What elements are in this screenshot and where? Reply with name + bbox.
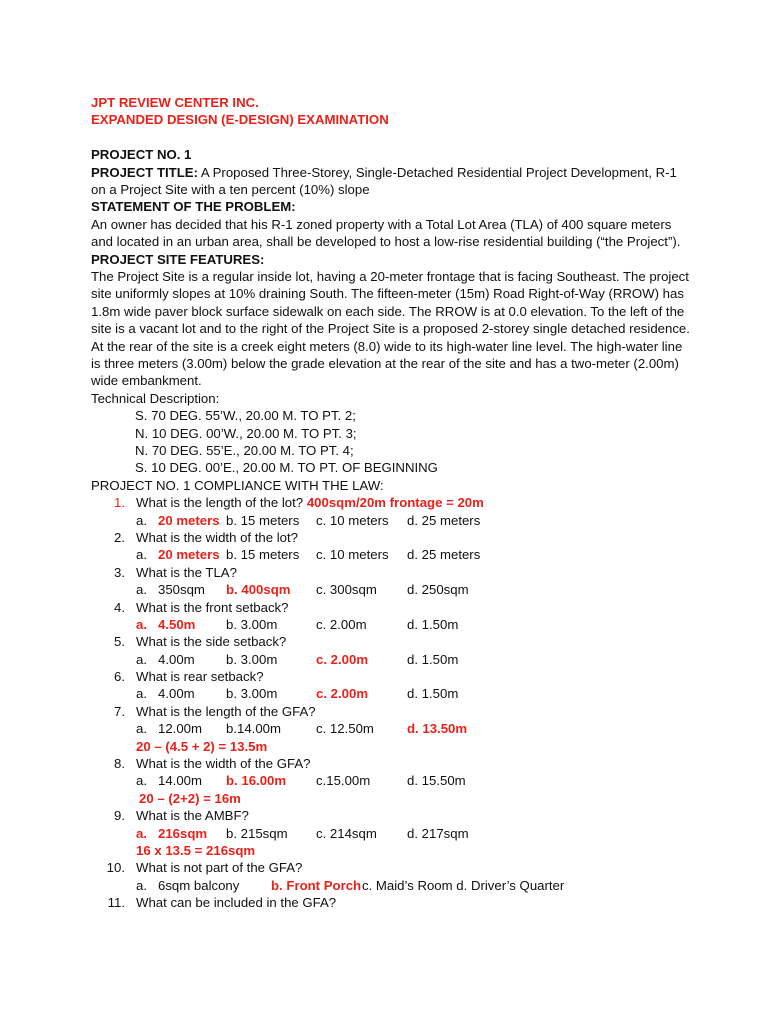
option-c-d: c. Maid’s Room d. Driver’s Quarter: [362, 877, 565, 893]
option-d: d. 25 meters: [407, 512, 481, 528]
option-c: c. 12.50m: [316, 721, 374, 737]
option-a: a. 6sqm balcony: [136, 877, 240, 893]
option-b-correct: b. 16.00m: [226, 773, 287, 789]
option-a: a. 20 meters: [136, 512, 220, 528]
option-d-correct: d. 13.50m: [407, 721, 468, 737]
option-b: b. 3.00m: [226, 651, 278, 667]
question-number: 6.: [114, 669, 125, 685]
question-10: [91, 859, 691, 876]
question-number: 10.: [106, 860, 125, 876]
tech-line: N. 70 DEG. 55’E., 20.00 M. TO PT. 4;: [135, 442, 354, 458]
question-7: [91, 703, 691, 720]
option-b-correct: b. 400sqm: [226, 582, 291, 598]
option-d: d. 250sqm: [407, 582, 469, 598]
options-row: [91, 685, 691, 702]
option-a-correct: a. 216sqm: [136, 825, 208, 841]
question-number: 5.: [114, 634, 125, 650]
options-row: [91, 720, 691, 737]
header-company: JPT REVIEW CENTER INC.: [91, 95, 259, 110]
project-number: PROJECT NO. 1: [91, 147, 192, 163]
project-title-text: A Proposed Three-Storey, Single-Detached Residential Project Development, R-1 on a Project Site with a ten percent (10%) slope: [91, 164, 677, 197]
option-b: b. 3.00m: [226, 616, 278, 632]
question-number: 8.: [114, 756, 125, 772]
option-c: c.15.00m: [316, 773, 371, 789]
option-a: a. 350sqm: [136, 582, 205, 598]
question-5: [91, 633, 691, 650]
option-d: d. 15.50m: [407, 773, 466, 789]
option-b: b. 15 meters: [226, 547, 300, 563]
option-a: a. 4.00m: [136, 686, 195, 702]
question-11: [91, 894, 691, 911]
option-a: a. 20 meters: [136, 547, 220, 563]
option-d: d. 1.50m: [407, 616, 459, 632]
tech-label: Technical Description:: [91, 390, 220, 406]
option-d: d. 25 meters: [407, 547, 481, 563]
question-text: What is the length of the GFA?: [136, 703, 316, 719]
question-number: 1.: [114, 495, 125, 511]
solution-calc: 20 – (2+2) = 16m: [139, 790, 241, 806]
features-label: PROJECT SITE FEATURES:: [91, 251, 265, 267]
option-d: d. 1.50m: [407, 686, 459, 702]
options-row: [91, 581, 691, 598]
tech-line: S. 70 DEG. 55’W., 20.00 M. TO PT. 2;: [135, 408, 356, 424]
options-row: [91, 877, 691, 894]
question-number: 11.: [107, 895, 125, 911]
solution-calc: 16 x 13.5 = 216sqm: [136, 842, 256, 858]
tech-line: S. 10 DEG. 00’E., 20.00 M. TO PT. OF BEGINNING: [135, 460, 438, 476]
question-8: [91, 755, 691, 772]
question-number: 2.: [114, 529, 125, 545]
solution-calc: 20 – (4.5 + 2) = 13.5m: [136, 738, 268, 754]
question-text: What is rear setback?: [136, 669, 264, 685]
tech-line: N. 10 DEG. 00’W., 20.00 M. TO PT. 3;: [135, 425, 357, 441]
options-row: [91, 616, 691, 633]
question-4: [91, 599, 691, 616]
option-b-correct: b. Front Porch: [271, 877, 362, 893]
question-text: What is the length of the lot?: [136, 495, 304, 511]
option-d: d. 1.50m: [407, 651, 459, 667]
option-c: c. 10 meters: [316, 512, 389, 528]
features-text: The Project Site is a regular inside lot, having a 20-meter frontage that is facing Southeast. The project site uniformly slopes at 10% draining South. The fifteen-meter (15m) Road Right-of-Way (RROW) has 1.8m wide paver block surface sidewalk on each side. The RROW is at 0.0 elevation. To the left of the site is a vacant lot and to the right of the Project Site is a proposed 2-storey single detached residence. At the rear of the site is a creek eight meters (8.0) wide to its high-water line level. The high-water line is three meters (3.00m) below the grade elevation at the rear of the site and has a two-meter (2.00m) wide embankment.: [91, 268, 690, 389]
question-1: [91, 494, 691, 511]
option-b: b. 15 meters: [226, 512, 300, 528]
option-c: c. 2.00m: [316, 616, 367, 632]
option-c: c. 10 meters: [316, 547, 389, 563]
statement-label: STATEMENT OF THE PROBLEM:: [91, 199, 296, 215]
question-text: What is not part of the GFA?: [136, 860, 303, 876]
options-row: [91, 825, 691, 842]
option-c: c. 214sqm: [316, 825, 377, 841]
option-c: c. 300sqm: [316, 582, 377, 598]
question-number: 4.: [114, 599, 125, 615]
question-6: [91, 668, 691, 685]
option-a: a. 12.00m: [136, 721, 202, 737]
question-number: 3.: [114, 564, 125, 580]
question-text: What is the AMBF?: [136, 808, 249, 824]
question-text: What can be included in the GFA?: [136, 895, 337, 911]
header-exam-title: EXPANDED DESIGN (E-DESIGN) EXAMINATION: [91, 112, 389, 128]
option-c-correct: c. 2.00m: [316, 686, 369, 702]
question-number: 9.: [114, 808, 125, 824]
question-2: [91, 529, 691, 546]
answer-note: 400sqm/20m frontage = 20m: [306, 495, 484, 511]
project-title: [91, 164, 691, 199]
project-title-label: PROJECT TITLE:: [91, 164, 198, 180]
question-number: 7.: [114, 703, 125, 719]
option-b: b. 3.00m: [226, 686, 278, 702]
statement-text: An owner has decided that his R-1 zoned property with a Total Lot Area (TLA) of 400 square meters and located in an urban area, shall be developed to host a low-rise residential building (“the Project”).: [91, 216, 681, 250]
question-text: What is the side setback?: [136, 634, 287, 650]
question-9: [91, 807, 691, 824]
question-text: What is the TLA?: [136, 564, 237, 580]
option-c-correct: c. 2.00m: [316, 651, 369, 667]
correct-answer: 20 meters: [158, 547, 220, 563]
question-3: [91, 564, 691, 581]
options-row: [91, 651, 691, 668]
options-row: [91, 772, 691, 789]
compliance-label: PROJECT NO. 1 COMPLIANCE WITH THE LAW:: [91, 477, 384, 493]
correct-answer: 20 meters: [158, 512, 220, 528]
question-text: What is the width of the GFA?: [136, 756, 311, 772]
question-text: What is the width of the lot?: [136, 529, 298, 545]
document-page: [91, 94, 691, 912]
options-row: [91, 512, 691, 529]
option-a-correct: a. 4.50m: [136, 616, 196, 632]
option-b: b. 215sqm: [226, 825, 288, 841]
option-a: a. 4.00m: [136, 651, 195, 667]
option-d: d. 217sqm: [407, 825, 469, 841]
option-a: a. 14.00m: [136, 773, 202, 789]
question-text: What is the front setback?: [136, 599, 289, 615]
options-row: [91, 546, 691, 563]
option-b: b.14.00m: [226, 721, 281, 737]
